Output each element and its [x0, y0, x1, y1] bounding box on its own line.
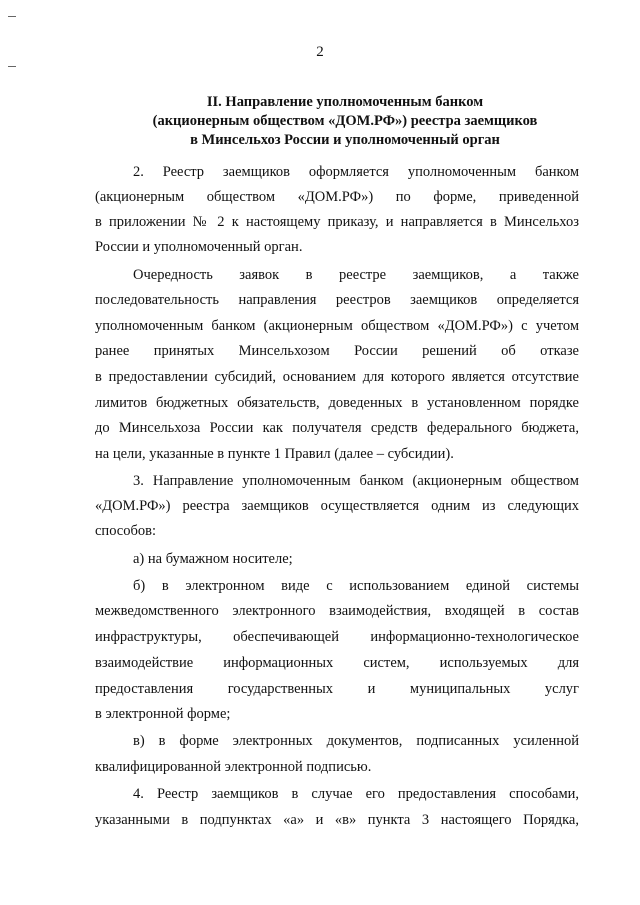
body-line: 3. Направление уполномоченным банком (акционерным обществом — [133, 473, 579, 489]
body-line: межведомственного электронного взаимодействия, входящей в состав — [95, 603, 579, 619]
body-line: Очередность заявок в реестре заемщиков, а также — [133, 267, 579, 283]
section-heading — [150, 93, 540, 150]
page-number: 2 — [316, 44, 324, 60]
scan-mark — [8, 66, 16, 67]
body-line: в предоставлении субсидий, основанием для которого является отсутствие — [95, 369, 579, 385]
body-line: последовательность направления реестров заемщиков определяется — [95, 292, 579, 308]
body-line: России и уполномоченный орган. — [95, 239, 303, 255]
body-line: предоставления государственных и муниципальных услуг — [95, 681, 579, 697]
body-line: 2. Реестр заемщиков оформляется уполномоченным банком — [133, 164, 579, 180]
body-line: (акционерным обществом «ДОМ.РФ») по форме, приведенной — [95, 189, 579, 205]
body-line: инфраструктуры, обеспечивающей информационно-технологическое — [95, 629, 579, 645]
body-line: 4. Реестр заемщиков в случае его предоставления способами, — [133, 786, 579, 802]
body-line: взаимодействие информационных систем, используемых для — [95, 655, 579, 671]
body-line: а) на бумажном носителе; — [133, 551, 293, 567]
body-line: до Минсельхоза России как получателя средств федерального бюджета, — [95, 420, 579, 436]
body-line: в электронной форме; — [95, 706, 231, 722]
scan-mark — [8, 16, 16, 17]
body-line: способов: — [95, 523, 156, 539]
body-line: в приложении № 2 к настоящему приказу, и направляется в Минсельхоз — [95, 214, 579, 230]
body-line: на цели, указанные в пункте 1 Правил (далее – субсидии). — [95, 446, 454, 462]
body-line: квалифицированной электронной подписью. — [95, 759, 372, 775]
heading-line: (акционерным обществом «ДОМ.РФ») реестра заемщиков — [152, 113, 538, 129]
body-line: в) в форме электронных документов, подписанных усиленной — [133, 733, 579, 749]
heading-line: в Минсельхоз России и уполномоченный орган — [190, 132, 500, 148]
body-line: указанными в подпунктах «а» и «в» пункта 3 настоящего Порядка, — [95, 812, 579, 828]
body-line: лимитов бюджетных обязательств, доведенных в установленном порядке — [95, 395, 579, 411]
heading-line: II. Направление уполномоченным банком — [206, 94, 484, 110]
body-line: «ДОМ.РФ») реестра заемщиков осуществляется одним из следующих — [95, 498, 579, 514]
body-line: ранее принятых Минсельхозом России решений об отказе — [95, 343, 579, 359]
body-line: б) в электронном виде с использованием единой системы — [133, 578, 579, 594]
body-line: уполномоченным банком (акционерным обществом «ДОМ.РФ») с учетом — [95, 318, 579, 334]
